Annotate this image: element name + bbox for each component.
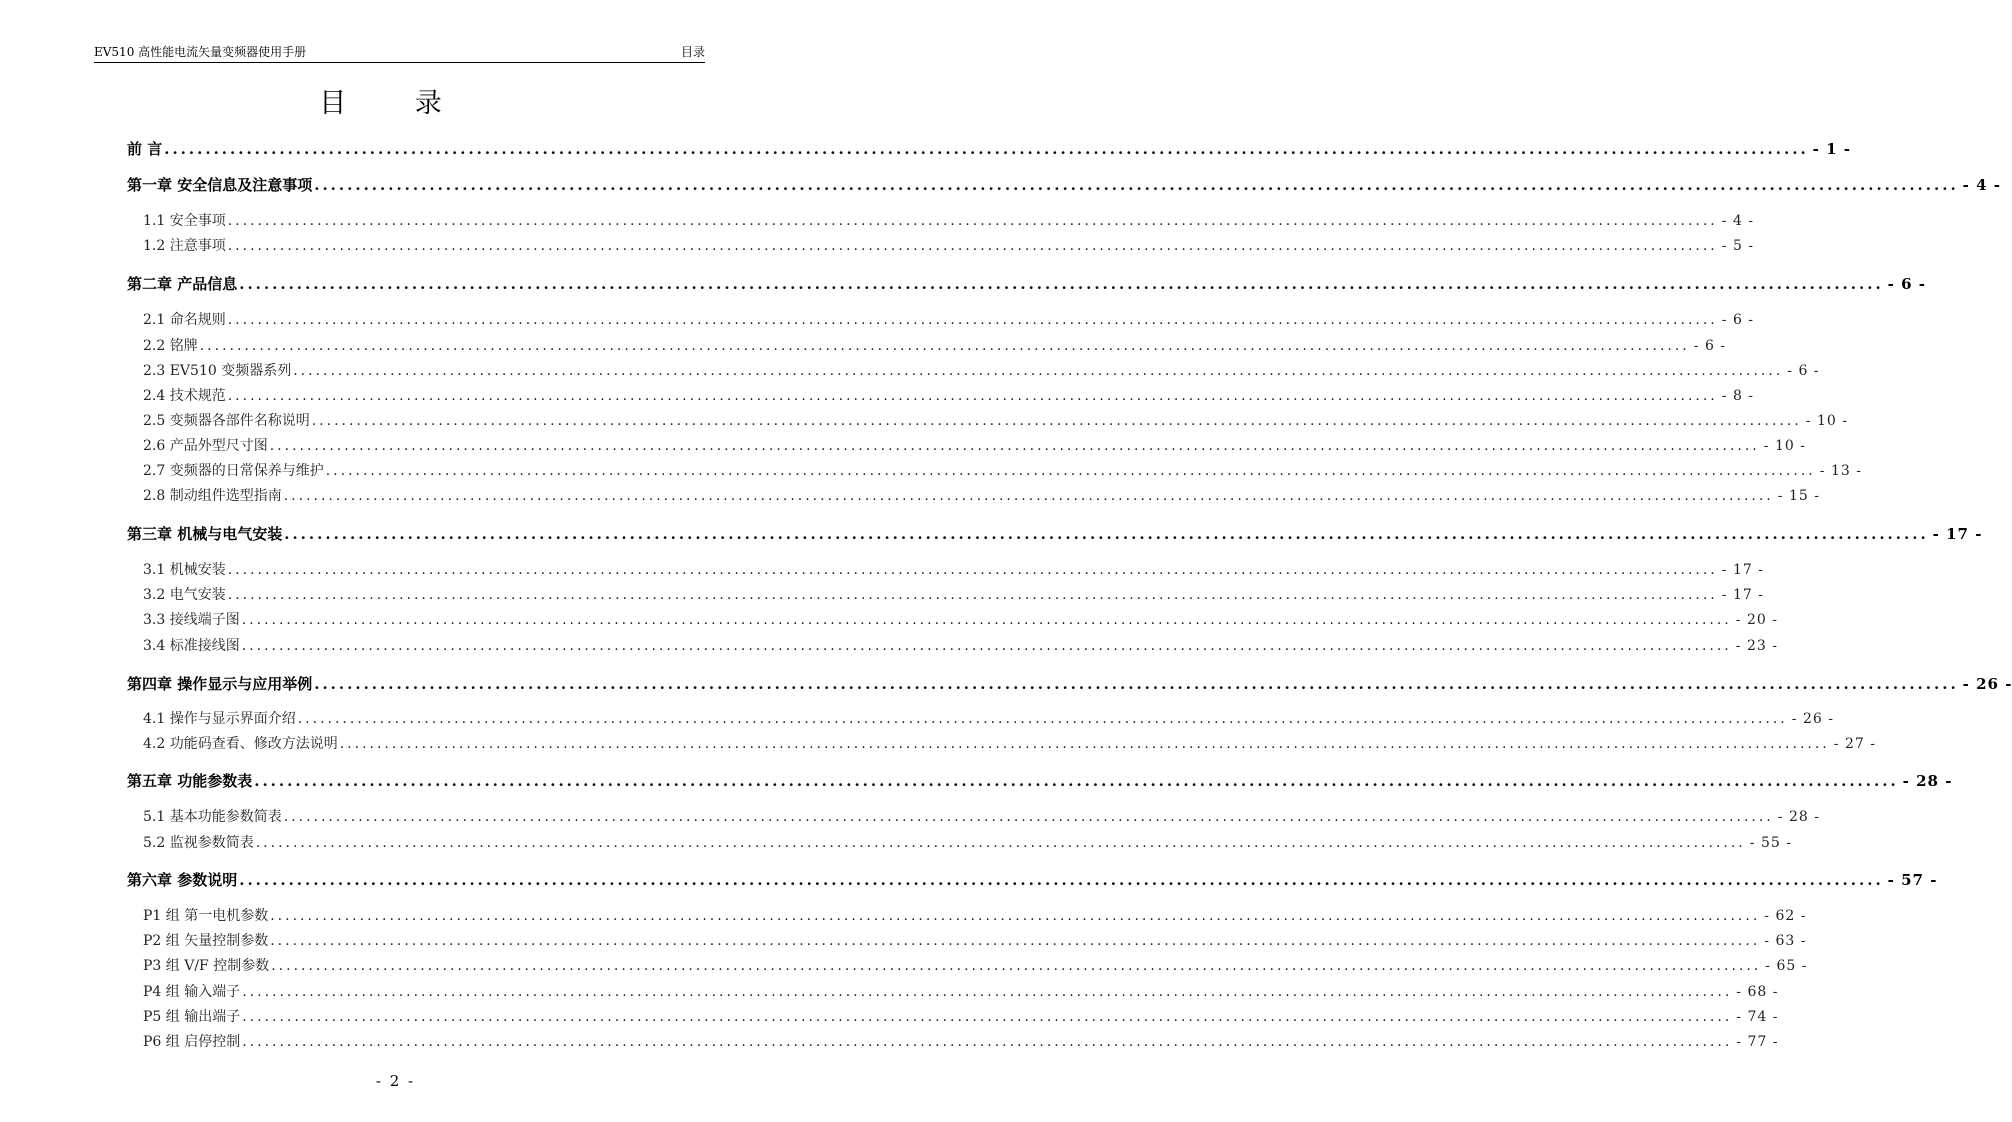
toc-section-entry[interactable] [127, 559, 1764, 581]
toc-dot-leader: ........................................................................................................................................................................................................ [255, 835, 1746, 851]
toc-page-number: - 6 - [1787, 363, 1820, 379]
toc-entry-title: 2.3 EV510 变频器系列 [143, 363, 292, 379]
toc-entry-title: 2.5 变频器各部件名称说明 [143, 413, 310, 429]
toc-page-number: - 55 - [1749, 835, 1792, 851]
toc-entry-title: 第五章 功能参数表 [127, 772, 253, 790]
toc-section-entry[interactable] [127, 435, 1806, 457]
toc-section-entry[interactable] [127, 235, 1755, 257]
toc-dot-leader: ........................................................................................................................................................................................................ [227, 388, 1718, 404]
toc-dot-leader: ........................................................................................................................................................................................................ [242, 984, 1733, 1000]
toc-page-number: - 26 - [1962, 675, 2012, 693]
toc-section-entry[interactable] [127, 981, 1779, 1003]
page-header [94, 44, 705, 63]
toc-dot-leader: ........................................................................................................................................................................................................ [311, 413, 1802, 429]
toc-entry-title: P5 组 输出端子 [143, 1009, 241, 1025]
toc-page-number: - 10 - [1805, 413, 1848, 429]
toc-dot-leader: ........................................................................................................................................................................................................ [227, 587, 1718, 603]
toc-page-number: - 10 - [1763, 438, 1806, 454]
toc-chapter-entry[interactable] [127, 673, 2012, 695]
toc-page-number: - 62 - [1764, 908, 1807, 924]
toc-page-number: - 4 - [1721, 213, 1755, 229]
toc-chapter-entry[interactable] [127, 869, 1938, 891]
toc-page-number: - 65 - [1765, 958, 1808, 974]
toc-dot-leader: ........................................................................................................................................................................................................ [227, 238, 1718, 254]
toc-page-number: - 4 - [1962, 176, 2002, 194]
toc-dot-leader: ........................................................................................................................................................................................................ [199, 338, 1690, 354]
toc-page-number: - 5 - [1721, 238, 1755, 254]
toc-entry-title: 1.2 注意事项 [143, 238, 226, 254]
toc-entry-title: P6 组 启停控制 [143, 1034, 241, 1050]
toc-page-number: - 13 - [1819, 463, 1862, 479]
toc-entry-title: 3.4 标准接线图 [143, 638, 240, 654]
toc-dot-leader: ........................................................................................................................................................................................................ [270, 933, 1761, 949]
toc-chapter-entry[interactable] [127, 174, 2002, 196]
toc-section-entry[interactable] [127, 1006, 1779, 1028]
toc-section-entry[interactable] [127, 210, 1755, 232]
toc-entry-title: 2.8 制动组件选型指南 [143, 488, 282, 504]
toc-chapter-entry[interactable] [127, 523, 1983, 545]
toc-entry-title: 2.2 铭牌 [143, 338, 198, 354]
toc-page-number: - 28 - [1902, 772, 1953, 790]
toc-entry-title: 第六章 参数说明 [127, 871, 238, 889]
toc-entry-title: 第二章 产品信息 [127, 275, 238, 293]
toc-dot-leader: ........................................................................................................................................................................................................ [227, 312, 1718, 328]
header-manual-title: EV510 高性能电流矢量变频器使用手册 [94, 45, 307, 59]
toc-section-entry[interactable] [127, 309, 1755, 331]
toc-page-number: - 63 - [1764, 933, 1807, 949]
toc-entry-title: 3.1 机械安装 [143, 562, 226, 578]
toc-page-number: - 23 - [1735, 638, 1778, 654]
toc-page-number: - 8 - [1721, 388, 1755, 404]
toc-page-number: - 15 - [1777, 488, 1820, 504]
toc-page-number: - 26 - [1791, 711, 1834, 727]
toc-page-number: - 74 - [1736, 1009, 1779, 1025]
toc-page-number: - 6 - [1721, 312, 1755, 328]
toc-page-number: - 57 - [1887, 871, 1938, 889]
toc-dot-leader: ........................................................................................................................................................................................................ [314, 176, 1959, 194]
page-title: 目 录 [319, 88, 472, 119]
toc-dot-leader: ........................................................................................................................................................................................................ [270, 908, 1761, 924]
toc-section-entry[interactable] [127, 832, 1792, 854]
toc-section-entry[interactable] [127, 410, 1848, 432]
toc-dot-leader: ........................................................................................................................................................................................................ [242, 1034, 1733, 1050]
toc-entry-title: 4.1 操作与显示界面介绍 [143, 711, 296, 727]
toc-dot-leader: ........................................................................................................................................................................................................ [314, 675, 1959, 693]
toc-section-entry[interactable] [127, 733, 1876, 755]
page-number: - 2 - [375, 1072, 416, 1090]
toc-section-entry[interactable] [127, 806, 1820, 828]
toc-chapter-entry[interactable] [127, 138, 1852, 160]
toc-section-entry[interactable] [127, 609, 1778, 631]
toc-chapter-entry[interactable] [127, 770, 1953, 792]
toc-chapter-entry[interactable] [127, 273, 1927, 295]
toc-dot-leader: ........................................................................................................................................................................................................ [241, 612, 1732, 628]
toc-section-entry[interactable] [127, 708, 1834, 730]
toc-dot-leader: ........................................................................................................................................................................................................ [242, 1009, 1733, 1025]
toc-page-number: - 28 - [1777, 809, 1820, 825]
toc-page-number: - 6 - [1693, 338, 1727, 354]
toc-section-entry[interactable] [127, 635, 1778, 657]
toc-dot-leader: ........................................................................................................................................................................................................ [269, 438, 1760, 454]
toc-section-entry[interactable] [127, 360, 1820, 382]
toc-section-entry[interactable] [127, 335, 1727, 357]
toc-entry-title: 5.1 基本功能参数简表 [143, 809, 282, 825]
toc-section-entry[interactable] [127, 584, 1764, 606]
toc-dot-leader: ........................................................................................................................................................................................................ [239, 871, 1884, 889]
toc-dot-leader: ........................................................................................................................................................................................................ [227, 213, 1718, 229]
toc-entry-title: 5.2 监视参数简表 [143, 835, 254, 851]
toc-entry-title: P3 组 V/F 控制参数 [143, 958, 270, 974]
header-section-name: 目录 [680, 45, 705, 59]
toc-section-entry[interactable] [127, 1031, 1779, 1053]
toc-page-number: - 77 - [1736, 1034, 1779, 1050]
toc-page-number: - 17 - [1932, 525, 1983, 543]
toc-entry-title: 2.1 命名规则 [143, 312, 226, 328]
toc-entry-title: 第三章 机械与电气安装 [127, 525, 283, 543]
toc-page-number: - 68 - [1736, 984, 1779, 1000]
toc-dot-leader: ........................................................................................................................................................................................................ [254, 772, 1899, 790]
toc-dot-leader: ........................................................................................................................................................................................................ [293, 363, 1784, 379]
toc-entry-title: 第一章 安全信息及注意事项 [127, 176, 313, 194]
toc-dot-leader: ........................................................................................................................................................................................................ [241, 638, 1732, 654]
toc-entry-title: 3.3 接线端子图 [143, 612, 240, 628]
toc-section-entry[interactable] [127, 385, 1755, 407]
toc-page-number: - 17 - [1721, 562, 1764, 578]
toc-entry-title: 第四章 操作显示与应用举例 [127, 675, 313, 693]
toc-page-number: - 1 - [1812, 140, 1852, 158]
toc-dot-leader: ........................................................................................................................................................................................................ [164, 140, 1809, 158]
toc-entry-title: 2.6 产品外型尺寸图 [143, 438, 268, 454]
toc-page-number: - 17 - [1721, 587, 1764, 603]
toc-entry-title: P4 组 输入端子 [143, 984, 241, 1000]
toc-page-number: - 20 - [1735, 612, 1778, 628]
toc-section-entry[interactable] [127, 955, 1808, 977]
toc-dot-leader: ........................................................................................................................................................................................................ [239, 275, 1884, 293]
toc-section-entry[interactable] [127, 905, 1807, 927]
toc-dot-leader: ........................................................................................................................................................................................................ [284, 525, 1929, 543]
toc-dot-leader: ........................................................................................................................................................................................................ [339, 736, 1830, 752]
toc-section-entry[interactable] [127, 460, 1862, 482]
toc-dot-leader: ........................................................................................................................................................................................................ [271, 958, 1762, 974]
toc-entry-title: 2.7 变频器的日常保养与维护 [143, 463, 324, 479]
toc-entry-title: P2 组 矢量控制参数 [143, 933, 269, 949]
toc-page-number: - 27 - [1833, 736, 1876, 752]
toc-entry-title: 3.2 电气安装 [143, 587, 226, 603]
toc-dot-leader: ........................................................................................................................................................................................................ [283, 809, 1774, 825]
toc-section-entry[interactable] [127, 930, 1807, 952]
toc-page-number: - 6 - [1887, 275, 1927, 293]
toc-dot-leader: ........................................................................................................................................................................................................ [227, 562, 1718, 578]
toc-entry-title: 前 言 [127, 140, 163, 158]
toc-entry-title: 2.4 技术规范 [143, 388, 226, 404]
toc-dot-leader: ........................................................................................................................................................................................................ [297, 711, 1788, 727]
toc-dot-leader: ........................................................................................................................................................................................................ [283, 488, 1774, 504]
toc-section-entry[interactable] [127, 485, 1820, 507]
toc-entry-title: P1 组 第一电机参数 [143, 908, 269, 924]
toc-entry-title: 1.1 安全事项 [143, 213, 226, 229]
toc-dot-leader: ........................................................................................................................................................................................................ [325, 463, 1816, 479]
toc-entry-title: 4.2 功能码查看、修改方法说明 [143, 736, 338, 752]
